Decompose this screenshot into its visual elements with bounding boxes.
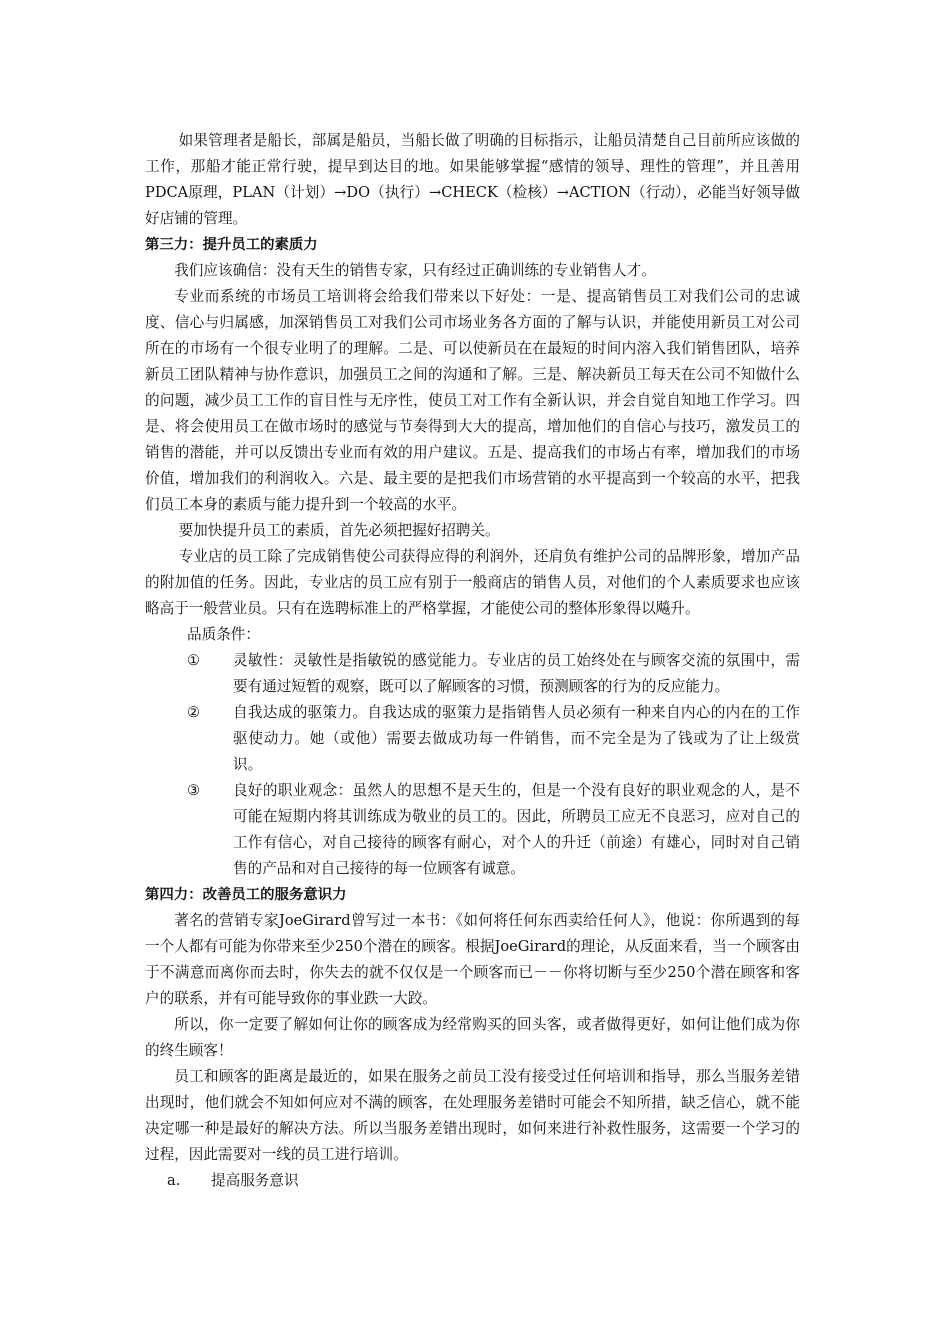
quality-item-text: 自我达成的驱策力。自我达成的驱策力是指销售人员必须有一种来自内心的内在的工作驱使动力。她（或他）需要去做成功每一件销售，而不完全是为了钱或为了让上级赏识。 <box>233 704 800 773</box>
section4-paragraph-2: 所以，你一定要了解如何让你的顾客成为经常购买的回头客，或者做得更好，如何让他们成为你的终生顾客！ <box>145 1016 800 1059</box>
section3-paragraph-1: 我们应该确信：没有天生的销售专家，只有经过正确训练的专业销售人才。 <box>174 262 656 279</box>
section4-heading: 第四力：改善员工的服务意识力 <box>145 887 347 903</box>
section4-paragraph-1: 著名的营销专家JoeGirard曾写过一本书：《如何将任何东西卖给任何人》，他说：你所遇到的每一个人都有可能为你带来至少250个潜在的顾客。根据JoeGirard的理论，从反面来看，当一个顾客由于不满意而离你而去时，你失去的就不仅仅是一个顾客而已－－你将切断与至少250个潜在顾客和客户的联系，并有可能导致你的事业跌一大跤。 <box>145 912 800 1007</box>
list-marker: ② <box>187 704 201 721</box>
section4-paragraph-3: 员工和顾客的距离是最近的，如果在服务之前员工没有接受过任何培训和指导，那么当服务差错出现时，他们就会不知如何应对不满的顾客，在处理服务差错时可能会不知所措，缺乏信心，就不能决定哪一种是最好的解决方法。所以当服务差错出现时，如何来进行补救性服务，这需要一个学习的过程，因此需要对一线的员工进行培训。 <box>145 1068 800 1163</box>
section3-heading: 第三力：提升员工的素质力 <box>145 237 318 253</box>
intro-paragraph: 如果管理者是船长，部属是船员，当船长做了明确的目标指示，让船员清楚自己目前所应该做的工作，那船才能正常行驶，提早到达目的地。如果能够掌握“感情的领导、理性的管理”，并且善用PDCA原理，PLAN（计划）→DO（执行）→CHECK（检核）→ACTION（行动），必能当好领导做好店铺的管理。 <box>145 132 800 227</box>
quality-item-2 <box>145 700 800 778</box>
section3-paragraph-3: 要加快提升员工的素质，首先必须把握好招聘关。 <box>178 522 500 539</box>
list-item-text: 提高服务意识 <box>211 1172 299 1189</box>
quality-conditions-label: 品质条件： <box>187 626 260 643</box>
section3-paragraph-4: 专业店的员工除了完成销售使公司获得应得的利润外，还肩负有维护公司的品牌形象，增加产品的附加值的任务。因此，专业店的员工应有别于一般商店的销售人员，对他们的个人素质要求也应该略高于一般营业员。只有在选聘标准上的严格掌握，才能使公司的整体形象得以飚升。 <box>145 548 800 617</box>
service-list-item-a <box>145 1168 800 1194</box>
quality-item-text: 良好的职业观念：虽然人的思想不是天生的，但是一个没有良好的职业观念的人，是不可能在短期内将其训练成为敬业的员工的。因此，所聘员工应无不良恶习，应对自己的工作有信心，对自己接待的顾客有耐心，对个人的升迁（前途）有雄心，同时对自己销售的产品和对自己接待的每一位顾客有诚意。 <box>233 782 800 877</box>
section3-paragraph-2: 专业而系统的市场员工培训将会给我们带来以下好处：一是、提高销售员工对我们公司的忠诚度、信心与归属感，加深销售员工对我们公司市场业务各方面的了解与认识，并能使用新员工对公司所在的市场有一个很专业明了的理解。二是、可以使新员在在最短的时间内溶入我们销售团队，培养新员工团队精神与协作意识，加强员工之间的沟通和了解。三是、解决新员工每天在公司不知做什么的问题，减少员工工作的盲目性与无序性，使员工对工作有全新认识，并会自觉自知地工作学习。四是、将会使用员工在做市场时的感觉与节奏得到大大的提高，增加他们的自信心与技巧，激发员工的销售的潜能，并可以反馈出专业而有效的用户建议。五是、提高我们的市场占有率，增加我们的市场价值，增加我们的利润收入。六是、最主要的是把我们市场营销的水平提高到一个较高的水平，把我们员工本身的素质与能力提升到一个较高的水平。 <box>145 288 800 513</box>
quality-item-3 <box>145 778 800 882</box>
list-marker: ① <box>187 652 201 669</box>
list-marker: a. <box>167 1172 181 1189</box>
list-marker: ③ <box>187 782 201 799</box>
document-page <box>145 128 800 1194</box>
quality-item-text: 灵敏性：灵敏性是指敏锐的感觉能力。专业店的员工始终处在与顾客交流的氛围中，需要有通过短暂的观察，既可以了解顾客的习惯，预测顾客的行为的反应能力。 <box>233 652 800 695</box>
quality-item-1 <box>145 648 800 700</box>
